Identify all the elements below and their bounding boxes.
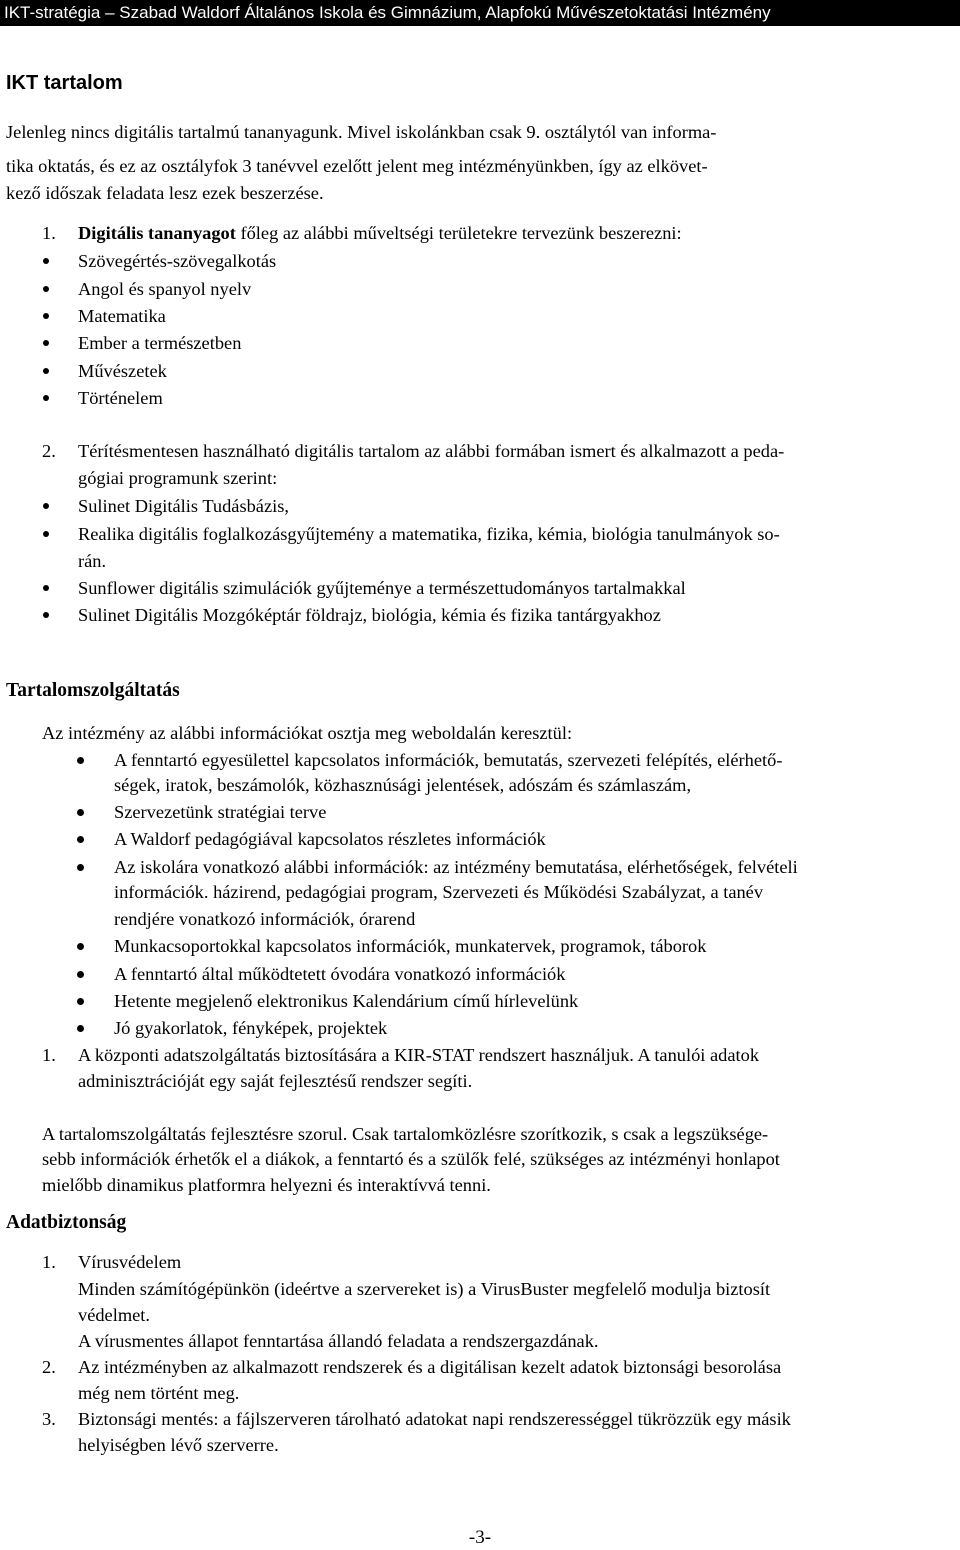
section-title-tartalom: Tartalomszolgáltatás [6,680,180,701]
list-item-continuation: rendjére vonatkozó információk, órarend [114,909,416,929]
ikt-item2-line: Térítésmentesen használható digitális tartalom az alábbi formában ismert és alkalmazott a peda- [78,441,785,461]
list-item: Sunflower digitális szimulációk gyűjteménye a természettudományos tartalmakkal [78,578,686,598]
list-item: Sulinet Digitális Mozgóképtár földrajz, biológia, kémia és fizika tantárgyakhoz [78,605,661,625]
adat-item-line: Vírusvédelem [78,1252,182,1272]
bullet-icon [43,340,49,346]
list-number: 2. [42,1357,56,1377]
list-item: Szervezetünk stratégiai terve [114,802,327,822]
ikt-item1-bold: Digitális tananyagot [78,223,236,243]
list-item: Sulinet Digitális Tudásbázis, [78,496,289,516]
list-item: Ember a természetben [78,333,242,353]
list-item: A fenntartó egyesülettel kapcsolatos információk, bemutatás, szervezeti felépítés, elérhető- [114,750,783,770]
adat-item-line: A vírusmentes állapot fenntartása állandó feladata a rendszergazdának. [78,1331,599,1351]
list-item: Szövegértés-szövegalkotás [78,251,277,271]
bullet-icon [77,971,84,978]
list-item: Jó gyakorlatok, fényképek, projektek [114,1018,388,1038]
list-item-continuation: ségek, iratok, beszámolók, közhasznúsági jelentések, adószám és számlaszám, [114,775,692,795]
bullet-icon [43,503,49,509]
list-number: 3. [42,1409,56,1429]
bullet-icon [43,368,49,374]
ikt-intro-line: tika oktatás, és ez az osztályfok 3 tanévvel ezelőtt jelent meg intézményünkben, így az elkövet- [6,156,708,176]
adat-item-line: helyiségben lévő szerverre. [78,1435,279,1455]
ikt-intro-line: Jelenleg nincs digitális tartalmú tananyagunk. Mivel iskolánkban csak 9. osztálytól van informa- [6,122,717,142]
section-title-ikt: IKT tartalom [6,72,123,94]
list-item: Az iskolára vonatkozó alábbi információk: az intézmény bemutatása, elérhetőségek, felvételi [114,857,798,877]
list-item: Művészetek [78,361,167,381]
bullet-icon [43,612,49,618]
ikt-intro-line: kező időszak feladata lesz ezek beszerzése. [6,183,324,203]
bullet-icon [77,836,84,843]
tartalom-para-line: mielőbb dinamikus platformra helyezni és interaktívvá tenni. [42,1175,491,1195]
list-item-continuation: rán. [78,551,107,571]
list-number: 1. [42,223,56,243]
tartalom-para-line: sebb információk érhetők el a diákok, a fenntartó és a szülők felé, szükséges az intézményi honlapot [42,1149,780,1169]
adat-item-line: védelmet. [78,1305,151,1325]
bullet-icon [43,531,49,537]
bullet-icon [43,585,49,591]
list-item: Munkacsoportokkal kapcsolatos információk, munkatervek, programok, táborok [114,936,707,956]
list-item: Történelem [78,388,163,408]
tartalom-para-line: A tartalomszolgáltatás fejlesztésre szorul. Csak tartalomközlésre szorítkozik, s csak a legszüksége- [42,1124,769,1144]
list-number: 2. [42,441,56,461]
list-item: Hetente megjelenő elektronikus Kalendárium című hírlevelünk [114,991,579,1011]
bullet-icon [43,313,49,319]
ikt-item2-line: gógiai programunk szerint: [78,468,278,488]
section-title-adat: Adatbiztonság [6,1212,127,1233]
bullet-icon [43,258,49,264]
tartalom-intro: Az intézmény az alábbi információkat osztja meg weboldalán keresztül: [42,723,573,743]
bullet-icon [43,286,49,292]
list-item: Angol és spanyol nyelv [78,279,252,299]
list-item: A fenntartó által működtetett óvodára vonatkozó információk [114,964,566,984]
page-header: IKT-stratégia – Szabad Waldorf Általános Iskola és Gimnázium, Alapfokú Művészetoktatási Intézmény [0,0,960,26]
tartalom-numbered-line: adminisztrációját egy saját fejlesztésű rendszer segíti. [78,1071,473,1091]
ikt-item1-text [78,220,682,247]
tartalom-numbered-line: A központi adatszolgáltatás biztosítására a KIR-STAT rendszert használjuk. A tanulói adatok [78,1045,760,1065]
list-number: 1. [42,1252,56,1272]
adat-item-line: Biztonsági mentés: a fájlszerveren tárolható adatokat napi rendszerességgel tükrözzük egy másik [78,1409,791,1429]
adat-item-line: Minden számítógépünkön (ideértve a szervereket is) a VirusBuster megfelelő modulja biztosít [78,1279,771,1299]
bullet-icon [43,395,49,401]
bullet-icon [77,809,84,816]
bullet-icon [77,864,84,871]
bullet-icon [77,1025,84,1032]
list-item-continuation: információk. házirend, pedagógiai program, Szervezeti és Működési Szabályzat, a tanév [114,882,764,902]
page-number: -3- [468,1527,492,1548]
list-item: Realika digitális foglalkozásgyűjtemény a matematika, fizika, kémia, biológia tanulmányok so- [78,524,780,544]
list-number: 1. [42,1045,56,1065]
list-item: A Waldorf pedagógiával kapcsolatos részletes információk [114,829,546,849]
adat-item-line: Az intézményben az alkalmazott rendszerek és a digitálisan kezelt adatok biztonsági besorolása [78,1357,782,1377]
adat-item-line: még nem történt meg. [78,1383,240,1403]
bullet-icon [77,943,84,950]
bullet-icon [77,757,84,764]
list-item: Matematika [78,306,166,326]
bullet-icon [77,998,84,1005]
ikt-item1-rest: főleg az alábbi műveltségi területekre tervezünk beszerezni: [235,223,682,243]
